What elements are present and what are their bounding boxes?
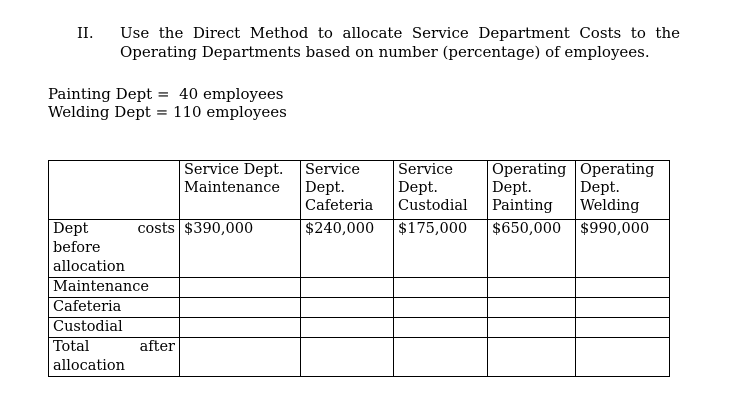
table-cell <box>394 338 488 377</box>
instruction-text: Use the Direct Method to allocate Service Department Costs to the Operating Departments based on number (percentage) of employees. <box>120 24 680 61</box>
table-row-maintenance <box>49 278 670 298</box>
table-cell <box>576 298 670 318</box>
cost-painting: $650,000 <box>488 220 576 278</box>
row-label: Custodial <box>49 318 180 338</box>
table-cell <box>180 318 301 338</box>
table-cell <box>180 338 301 377</box>
table-row-custodial <box>49 318 670 338</box>
table-cell <box>488 278 576 298</box>
painting-employees <box>48 85 283 104</box>
header-line: Service Dept. <box>184 162 284 178</box>
row-label-word: Total <box>53 339 90 355</box>
header-line: Painting <box>492 198 553 214</box>
header-painting <box>488 161 576 220</box>
table-cell <box>301 338 394 377</box>
row-label-word: costs <box>137 221 175 237</box>
table-cell <box>301 318 394 338</box>
row-label-before <box>49 220 180 278</box>
section-numeral: II. <box>77 24 94 42</box>
header-line: Operating <box>492 162 567 178</box>
painting-value: 40 employees <box>179 85 284 103</box>
header-line: Service <box>398 162 453 178</box>
header-line: Service <box>305 162 360 178</box>
header-line: Dept. <box>398 180 438 196</box>
table-cell <box>394 298 488 318</box>
row-label-line: allocation <box>53 259 125 275</box>
header-line: Dept. <box>305 180 345 196</box>
row-label: Maintenance <box>49 278 180 298</box>
cost-custodial: $175,000 <box>394 220 488 278</box>
welding-value: 110 employees <box>172 103 287 121</box>
row-label-total <box>49 338 180 377</box>
table-cell <box>394 278 488 298</box>
row-label-word: Dept <box>53 221 89 237</box>
table-cell <box>576 318 670 338</box>
table-cell <box>394 318 488 338</box>
header-cafeteria <box>301 161 394 220</box>
cost-maintenance: $390,000 <box>180 220 301 278</box>
row-label: Cafeteria <box>49 298 180 318</box>
row-label-line: before <box>53 240 101 256</box>
table-cell <box>488 298 576 318</box>
table-cell <box>576 338 670 377</box>
header-line: Dept. <box>580 180 620 196</box>
header-line: Custodial <box>398 198 468 214</box>
table-cell <box>180 298 301 318</box>
table-row-cafeteria <box>49 298 670 318</box>
allocation-table <box>48 160 670 377</box>
table-cell <box>180 278 301 298</box>
table-header-row <box>49 161 670 220</box>
row-label-word: after <box>139 339 175 355</box>
table-cell <box>301 278 394 298</box>
header-line: Dept. <box>492 180 532 196</box>
table-cell <box>488 318 576 338</box>
painting-label: Painting Dept = <box>48 85 170 103</box>
welding-employees <box>48 103 287 122</box>
cost-cafeteria: $240,000 <box>301 220 394 278</box>
header-blank <box>49 161 180 220</box>
table-cell <box>488 338 576 377</box>
cost-welding: $990,000 <box>576 220 670 278</box>
header-line: Maintenance <box>184 180 280 196</box>
header-welding <box>576 161 670 220</box>
table-row-total <box>49 338 670 377</box>
header-custodial <box>394 161 488 220</box>
header-maintenance <box>180 161 301 220</box>
table-cell <box>576 278 670 298</box>
header-line: Welding <box>580 198 640 214</box>
header-line: Operating <box>580 162 655 178</box>
table-cell <box>301 298 394 318</box>
row-label-line <box>53 338 175 357</box>
row-label-line <box>53 220 175 239</box>
header-line: Cafeteria <box>305 198 374 214</box>
row-label-line: allocation <box>53 358 125 374</box>
welding-label: Welding Dept = <box>48 103 169 121</box>
table-row-before-allocation <box>49 220 670 278</box>
